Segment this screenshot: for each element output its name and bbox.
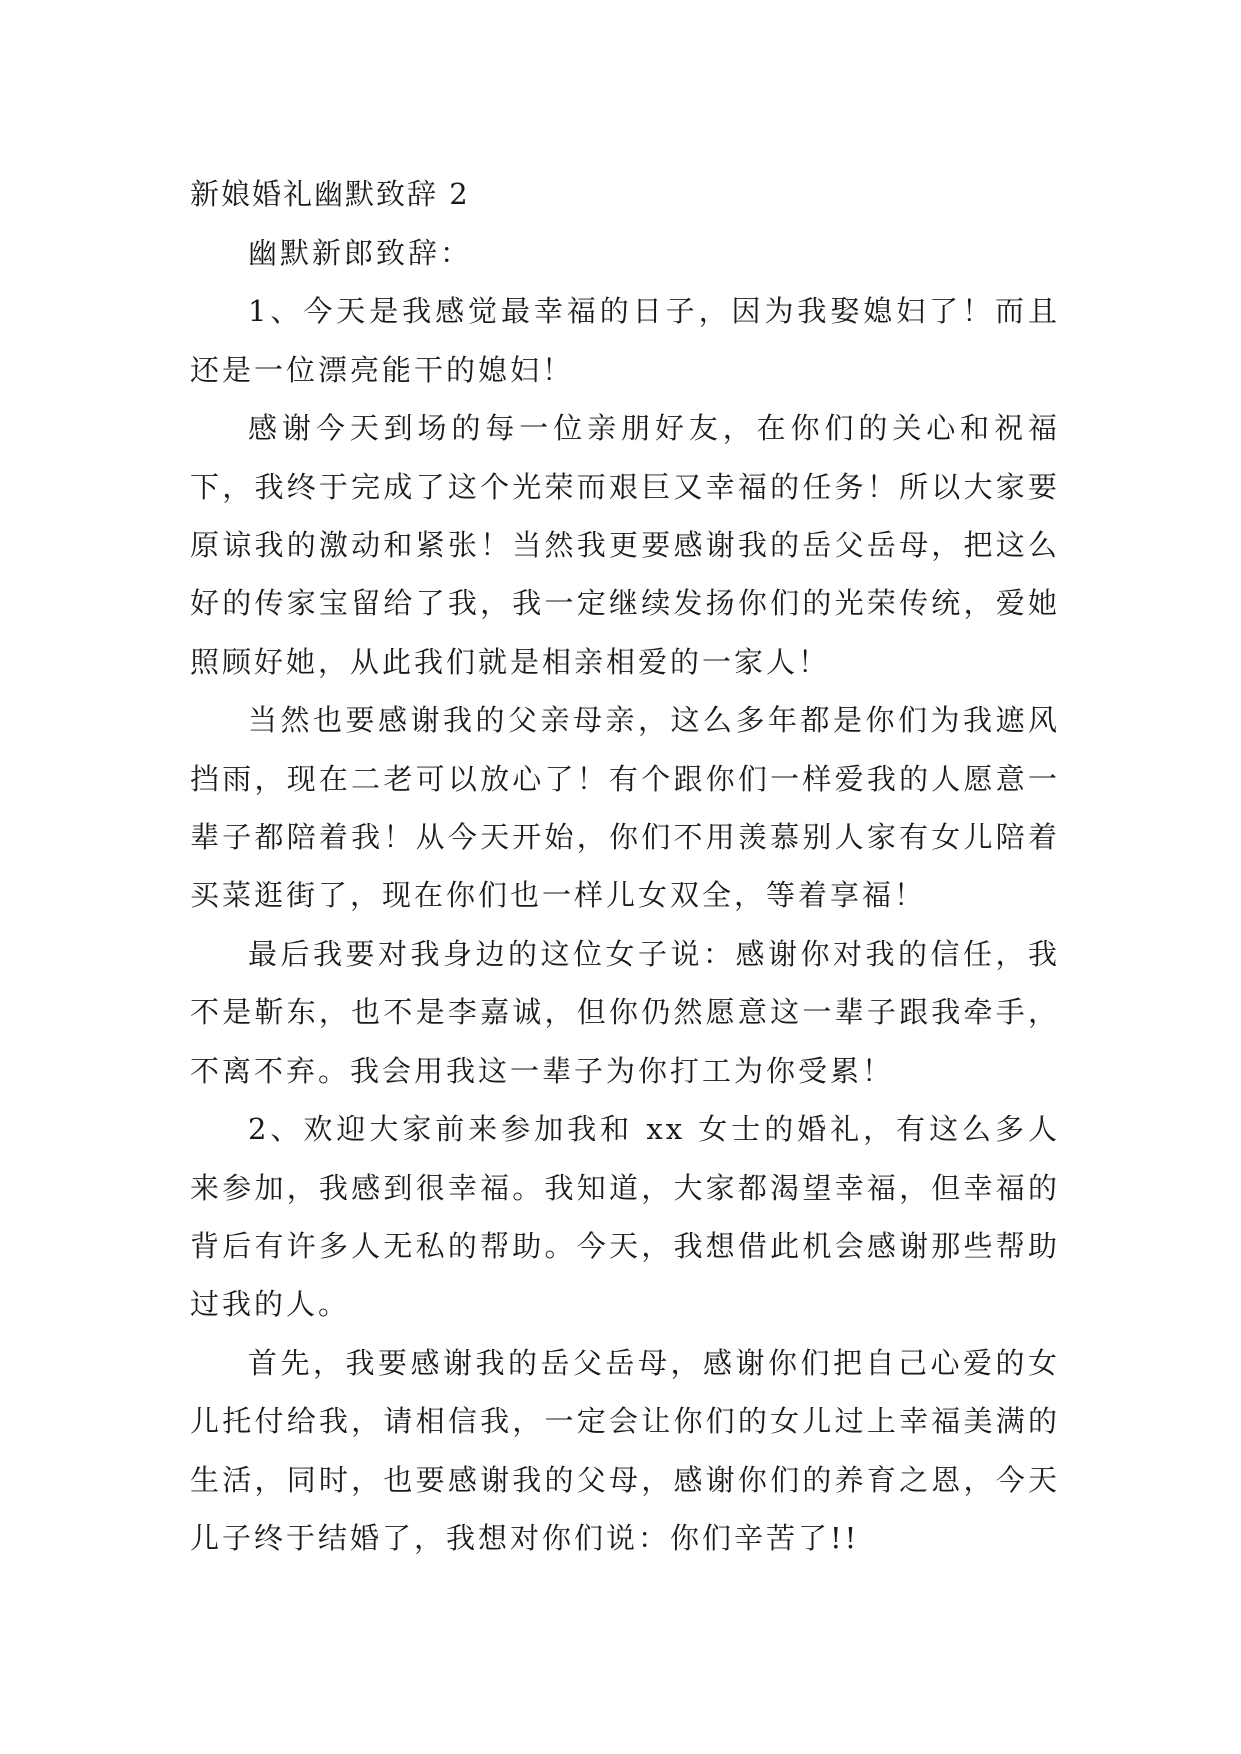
paragraph-thanks-guests: 感谢今天到场的每一位亲朋好友，在你们的关心和祝福下，我终于完成了这个光荣而艰巨又幸福的任务！所以大家要原谅我的激动和紧张！当然我更要感谢我的岳父岳母，把这么好的传家宝留给了我，我一定继续发扬你们的光荣传统，爱她照顾好她，从此我们就是相亲相爱的一家人！: [190, 411, 1060, 679]
paragraph-first-thanks: 首先，我要感谢我的岳父岳母，感谢你们把自己心爱的女儿托付给我，请相信我，一定会让你们的女儿过上幸福美满的生活，同时，也要感谢我的父母，感谢你们的养育之恩，今天儿子终于结婚了，我想对你们说：你们辛苦了!!: [190, 1345, 1060, 1555]
document-body: [190, 164, 1060, 1567]
paragraph-1: 1、今天是我感觉最幸福的日子，因为我娶媳妇了！而且还是一位漂亮能干的媳妇！: [190, 294, 1060, 387]
paragraph-to-bride: 最后我要对我身边的这位女子说：感谢你对我的信任，我不是靳东，也不是李嘉诚，但你仍然愿意这一辈子跟我牵手，不离不弃。我会用我这一辈子为你打工为你受累！: [190, 936, 1060, 1088]
paragraph-2: 2、欢迎大家前来参加我和 xx 女士的婚礼，有这么多人来参加，我感到很幸福。我知道，大家都渴望幸福，但幸福的背后有许多人无私的帮助。今天，我想借此机会感谢那些帮助过我的人。: [190, 1112, 1060, 1322]
paragraph-thanks-parents: 当然也要感谢我的父亲母亲，这么多年都是你们为我遮风挡雨，现在二老可以放心了！有个跟你们一样爱我的人愿意一辈子都陪着我！从今天开始，你们不用羡慕别人家有女儿陪着买菜逛街了，现在你们也一样儿女双全，等着享福！: [190, 703, 1060, 913]
document-title: 新娘婚礼幽默致辞 2: [190, 177, 470, 211]
paragraph-intro: 幽默新郎致辞：: [248, 236, 473, 270]
